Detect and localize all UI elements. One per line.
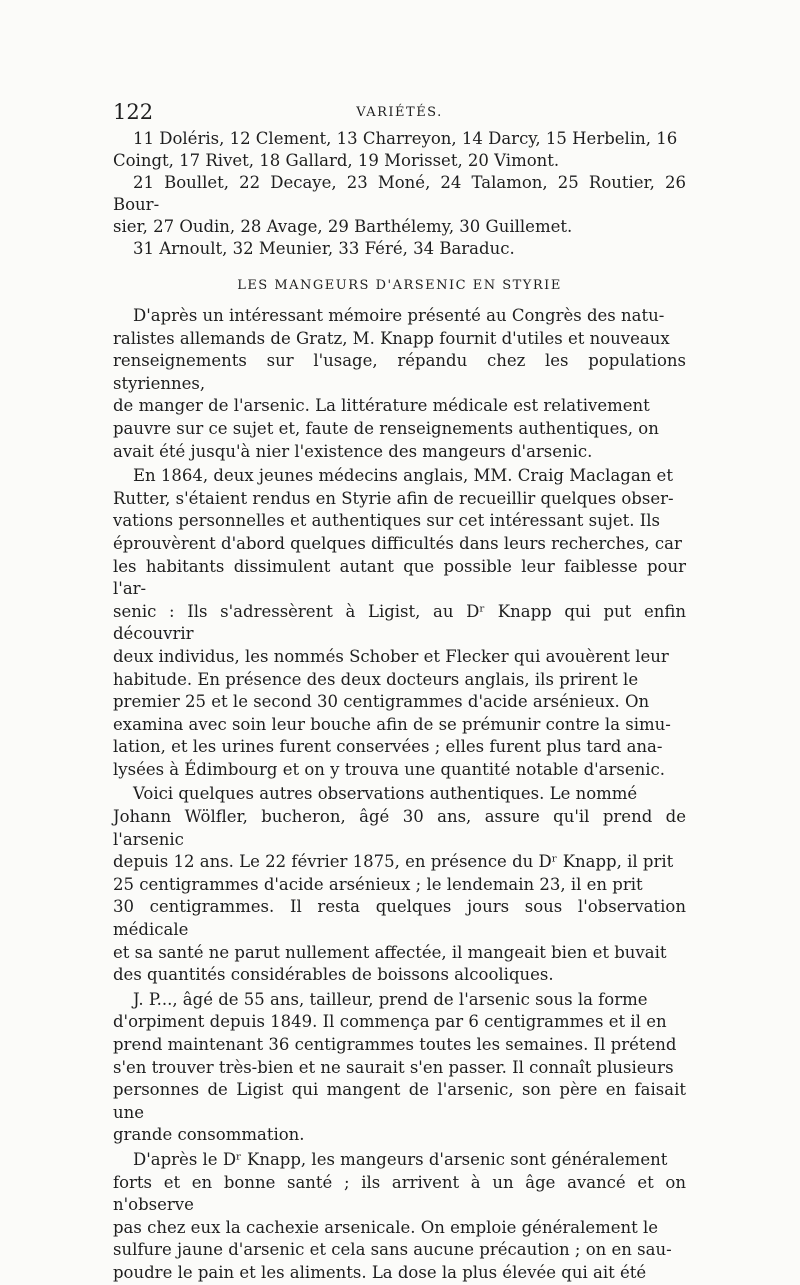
text-line: premier 25 et le second 30 centigrammes d'acide arsénieux. On	[113, 692, 650, 712]
text-line: d'orpiment depuis 1849. Il commença par 6 centigrammes et il en	[113, 1012, 667, 1032]
name-list-line: Coingt, 17 Rivet, 18 Gallard, 19 Morisset, 20 Vimont.	[113, 151, 560, 170]
text-line: poudre le pain et les aliments. La dose la plus élevée qui ait été	[113, 1262, 647, 1282]
paragraph	[113, 783, 686, 986]
name-list-line: sier, 27 Oudin, 28 Avage, 29 Barthélemy, 30 Guillemet.	[113, 217, 573, 236]
text-line: Voici quelques autres observations authentiques. Le nommé	[133, 784, 638, 804]
running-head: VARIÉTÉS.	[356, 105, 443, 120]
text-line: personnes de Ligist qui mangent de l'arsenic, son père en faisait une	[113, 1080, 686, 1122]
text-line: habitude. En présence des deux docteurs anglais, ils prirent le	[113, 669, 639, 689]
text-line: examina avec soin leur bouche afin de se prémunir contre la simu-	[113, 714, 671, 734]
page-number: 122	[113, 100, 154, 124]
text-line: des quantités considérables de boissons alcooliques.	[113, 965, 554, 985]
text-line: éprouvèrent d'abord quelques difficultés dans leurs recherches, car	[113, 533, 682, 553]
text-line: depuis 12 ans. Le 22 février 1875, en présence du Dʳ Knapp, il prit	[113, 852, 674, 872]
text-line: lysées à Édimbourg et on y trouva une quantité notable d'arsenic.	[113, 759, 666, 779]
text-line: 25 centigrammes d'acide arsénieux ; le lendemain 23, il en prit	[113, 874, 643, 894]
text-line: lation, et les urines furent conservées ; elles furent plus tard ana-	[113, 737, 663, 757]
text-line: forts et en bonne santé ; ils arrivent à un âge avancé et on n'observe	[113, 1172, 686, 1215]
text-line: deux individus, les nommés Schober et Flecker qui avouèrent leur	[113, 646, 669, 666]
text-line: D'après le Dʳ Knapp, les mangeurs d'arsenic sont généralement	[133, 1149, 668, 1169]
text-line: pauvre sur ce sujet et, faute de renseignements authentiques, on	[113, 418, 659, 438]
text-line: En 1864, deux jeunes médecins anglais, MM. Craig Maclagan et	[133, 466, 673, 486]
text-line: avait été jusqu'à nier l'existence des mangeurs d'arsenic.	[113, 441, 593, 461]
text-line: Johann Wölfler, bucheron, âgé 30 ans, assure qu'il prend de l'arsenic	[113, 807, 686, 849]
text-line: Rutter, s'étaient rendus en Styrie afin de recueillir quelques obser-	[113, 488, 674, 508]
name-list-line: 31 Arnoult, 32 Meunier, 33 Féré, 34 Baraduc.	[133, 239, 515, 258]
text-line: et sa santé ne parut nullement affectée, il mangeait bien et buvait	[113, 942, 667, 962]
section-title: LES MANGEURS D'ARSENIC EN STYRIE	[237, 278, 562, 293]
name-list-line: 11 Doléris, 12 Clement, 13 Charreyon, 14 Darcy, 15 Herbelin, 16	[133, 129, 678, 148]
text-line: J. P..., âgé de 55 ans, tailleur, prend de l'arsenic sous la forme	[133, 989, 648, 1009]
text-line: s'en trouver très-bien et ne saurait s'en passer. Il connaît plusieurs	[113, 1057, 674, 1077]
page-body	[113, 128, 686, 1285]
name-list-line: 21 Boullet, 22 Decaye, 23 Moné, 24 Talamon, 25 Routier, 26 Bour-	[113, 173, 686, 214]
text-line: grande consommation.	[113, 1125, 305, 1145]
text-line: prend maintenant 36 centigrammes toutes les semaines. Il prétend	[113, 1035, 677, 1054]
text-line: de manger de l'arsenic. La littérature médicale est relativement	[113, 396, 650, 416]
text-line: senic : Ils s'adressèrent à Ligist, au Dʳ Knapp qui put enfin découvrir	[113, 601, 686, 644]
text-line: renseignements sur l'usage, répandu chez les populations styriennes,	[113, 351, 686, 393]
paragraph	[113, 989, 686, 1147]
text-line: 30 centigrammes. Il resta quelques jours sous l'observation médicale	[113, 897, 686, 940]
text-line: pas chez eux la cachexie arsenicale. On emploie généralement le	[113, 1217, 659, 1237]
paragraph	[113, 305, 686, 463]
text-line: D'après un intéressant mémoire présenté au Congrès des natu-	[133, 306, 665, 325]
text-line: vations personnelles et authentiques sur cet intéressant sujet. Ils	[113, 511, 661, 531]
paragraph	[113, 465, 686, 781]
name-list	[113, 128, 686, 260]
text-line: les habitants dissimulent autant que possible leur faiblesse pour l'ar-	[113, 556, 686, 599]
paragraph	[113, 1149, 686, 1285]
text-line: sulfure jaune d'arsenic et cela sans aucune précaution ; on en sau-	[113, 1240, 672, 1260]
page-header	[113, 100, 686, 124]
text-line: ralistes allemands de Gratz, M. Knapp fournit d'utiles et nouveaux	[113, 328, 670, 348]
